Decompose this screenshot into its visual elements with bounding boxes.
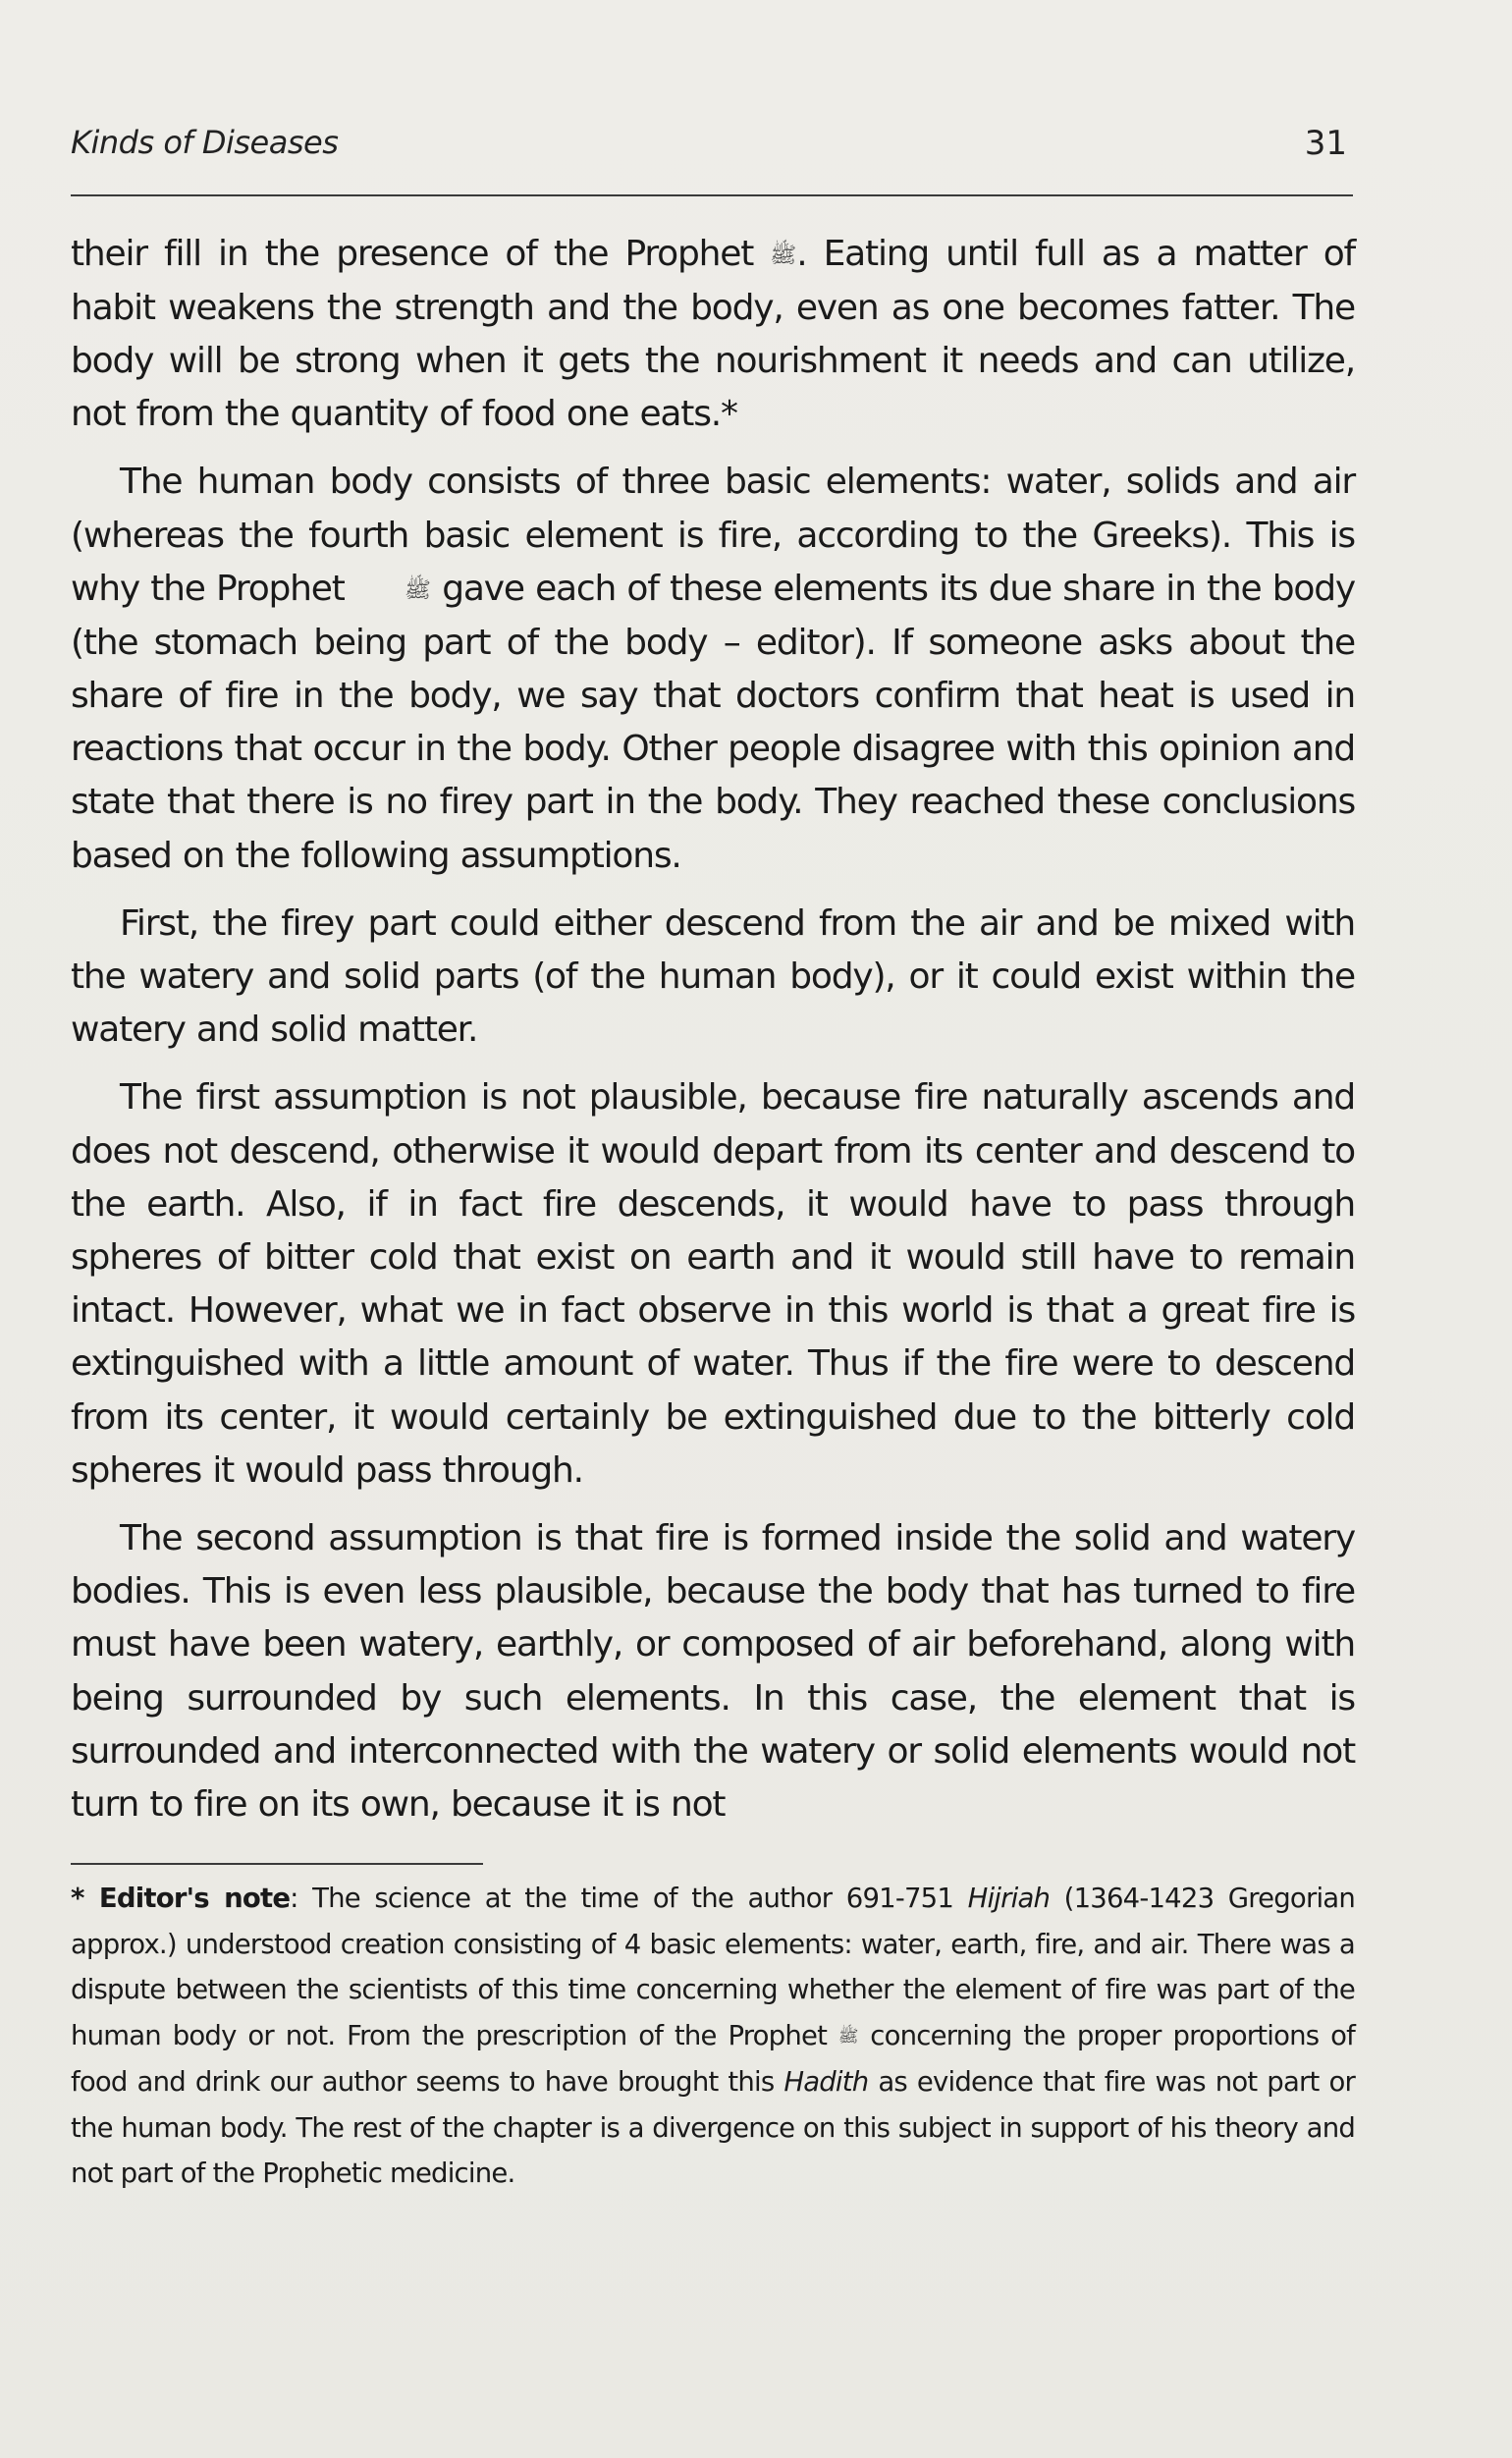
paragraph-4: The first assumption is not plausible, because fire naturally ascends and does not descend, otherwise it would depart from its center and descend to the earth. Also, if in fact fire descends, it would have to pass through spheres of bitter cold that exist on earth and it would still have to remain intact. However, what we in fact observe in this world is that a great fire is extinguished with a little amount of water. Thus if the fire were to descend from its center, it would certainly be extinguished due to the bitterly cold spheres it would pass through. [71,1077,1355,1491]
paragraph-3: First, the firey part could either descend from the air and be mixed with the watery and solid parts (of the human body), or it could exist within the watery and solid matter. [71,902,1355,1051]
paragraph-5: The second assumption is that fire is formed inside the solid and watery bodies. This is even less plausible, because the body that has turned to fire must have been watery, earthly, or composed of air beforehand, along with being surrounded by such elements. In this case, the element that is surrounded and interconnected with the watery or solid elements would not turn to fire on its own, because it is not [71,1517,1355,1825]
page-header [71,116,1353,196]
paragraph-2-part-b: gave each of these elements its due share in the body (the stomach being part of the body – editor). If someone asks about the share of fire in the body, we say that doctors confirm that heat is used in reactions that occur in the body. Other people disagree with this opinion and state that there is no firey part in the body. They reached these conclusions based on the following assumptions. [71,568,1356,876]
footnote-text-4: as evidence that fire was not part or the human body. The rest of the chapter is a divergence on this subject in support of his theory and not part of the Prophetic medicine. [71,2066,1355,2190]
page-number: 31 [1304,124,1347,163]
body-text [71,228,1355,1831]
honorific-icon: ﷺ [837,2026,859,2047]
footnote-term-hadith: Hadith [783,2066,869,2099]
footnote-text-1: : The science at the time of the author 691-751 [290,1883,968,1914]
honorific-icon: ﷺ [770,242,797,268]
footnote-text-3: concerning the proper proportions of food and drink our author seems to have brought this [71,2019,1355,2099]
honorific-icon: ﷺ [404,576,431,603]
footnote [71,1876,1355,2197]
footnote-text-2: (1364-1423 Gregorian approx.) understood creation consisting of 4 basic elements: water, earth, fire, and air. There was a dispute between the scientists of this time concerning whether the element of fire was part of the human body or not. From the prescription of the Prophet [71,1883,1355,2051]
footnote-divider [71,1863,483,1865]
paragraph-1-part-b: . Eating until full as a matter of habit weakens the strength and the body, even as one becomes fatter. The body will be strong when it gets the nourishment it needs and can utilize, not from the quantity of food one eats.* [71,234,1355,435]
paragraph-2-part-a: The human body consists of three basic elements: water, solids and air (whereas the fourth basic element is fire, according to the Greeks). This is why the Prophet [71,462,1355,609]
running-head: Kinds of Diseases [71,124,339,161]
paragraph-2 [71,456,1355,882]
paragraph-1-part-a: their fill in the presence of the Prophet [71,234,771,274]
footnote-label: * Editor's note [71,1883,291,1914]
footnote-term-hijriah: Hijriah [967,1883,1051,1914]
paragraph-1 [71,228,1355,441]
